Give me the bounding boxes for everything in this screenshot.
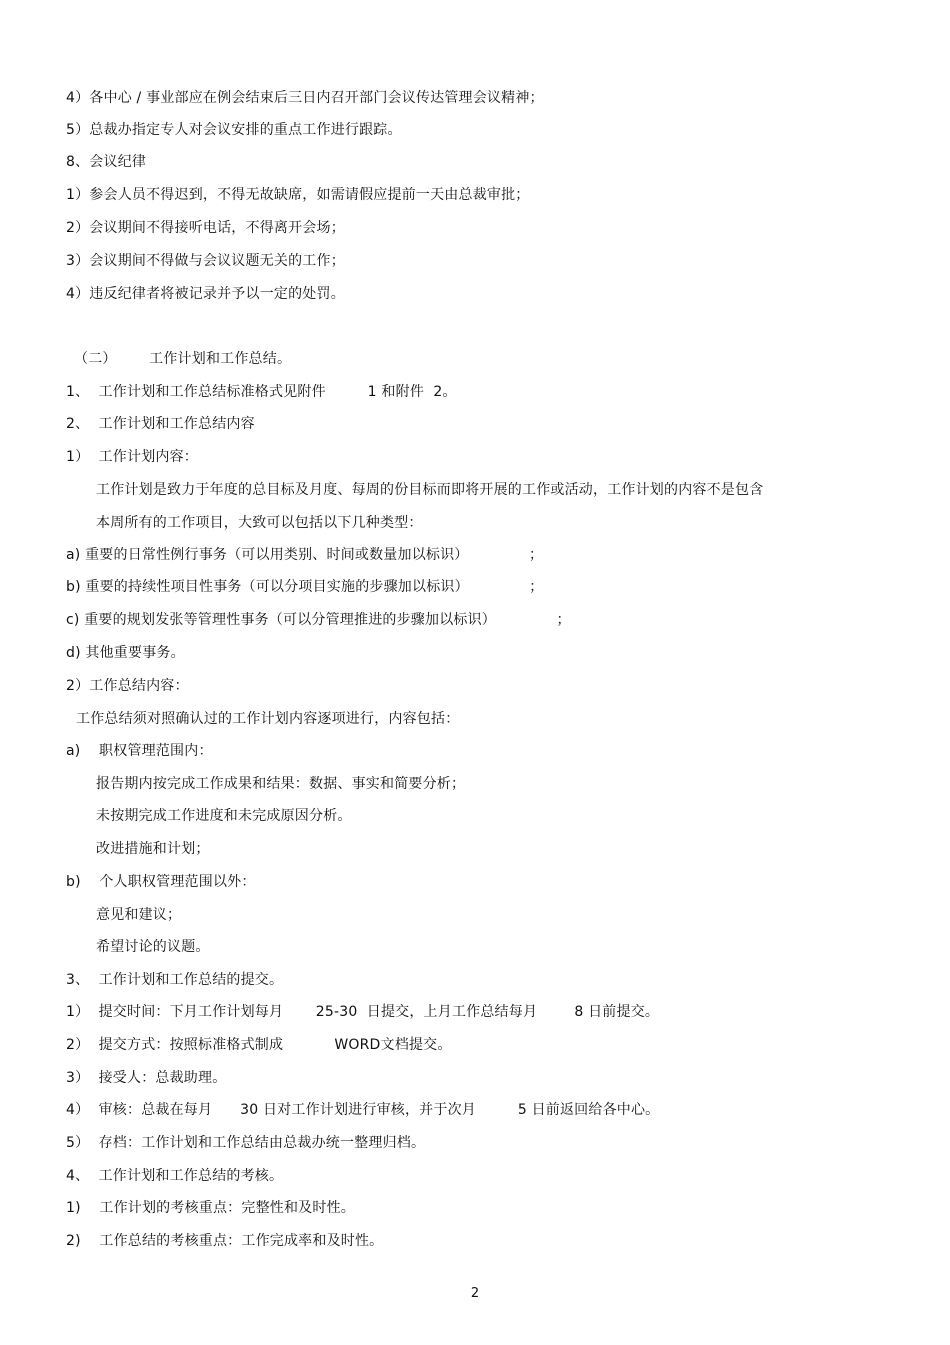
text-line: c) 重要的规划发张等管理性事务（可以分管理推进的步骤加以标识） ； <box>66 612 571 628</box>
text-line: 1） 提交时间：下月工作计划每月 25-30 日提交，上月工作总结每月 8 日前提交。 <box>66 1004 660 1020</box>
text-line: 1） 工作计划内容： <box>66 449 199 465</box>
text-line: d) 其他重要事务。 <box>66 645 185 661</box>
text-line: 1) 工作计划的考核重点：完整性和及时性。 <box>66 1200 355 1216</box>
text-line: 2） 提交方式：按照标准格式制成 WORD文档提交。 <box>66 1037 452 1053</box>
text-line: 2）会议期间不得接听电话，不得离开会场； <box>66 220 345 236</box>
text-line: 4）各中心 / 事业部应在例会结束后三日内召开部门会议传达管理会议精神； <box>66 90 544 106</box>
text-line: 意见和建议； <box>96 907 182 923</box>
page-number: 2 <box>470 1286 480 1301</box>
text-line: 5）总裁办指定专人对会议安排的重点工作进行跟踪。 <box>66 122 402 138</box>
text-line: 工作总结须对照确认过的工作计划内容逐项进行，内容包括： <box>76 711 460 727</box>
text-line: 工作计划是致力于年度的总目标及月度、每周的份目标而即将开展的工作或活动，工作计划的内容不是包含 <box>96 482 764 498</box>
text-line: 4）违反纪律者将被记录并予以一定的处罚。 <box>66 286 345 302</box>
text-line: 4） 审核：总裁在每月 30 日对工作计划进行审核，并于次月 5 日前返回给各中心。 <box>66 1102 660 1118</box>
text-line: 本周所有的工作项目，大致可以包括以下几种类型： <box>96 515 423 531</box>
text-line: a) 职权管理范围内： <box>66 743 213 759</box>
text-line: b) 重要的持续性项目性事务（可以分项目实施的步骤加以标识） ； <box>66 579 544 595</box>
text-line: 2、 工作计划和工作总结内容 <box>66 416 255 432</box>
text-line: 3） 接受人：总裁助理。 <box>66 1070 227 1086</box>
text-line: 1、 工作计划和工作总结标准格式见附件 1 和附件 2。 <box>66 384 457 400</box>
section-heading: 8、会议纪律 <box>66 154 147 170</box>
text-line: 1）参会人员不得迟到，不得无故缺席，如需请假应提前一天由总裁审批； <box>66 187 530 203</box>
text-line: 2) 工作总结的考核重点：工作完成率和及时性。 <box>66 1233 384 1249</box>
section-heading: （二） 工作计划和工作总结。 <box>74 351 292 367</box>
text-line: 改进措施和计划； <box>96 841 210 857</box>
text-line: 4、 工作计划和工作总结的考核。 <box>66 1168 284 1184</box>
text-line: 5） 存档：工作计划和工作总结由总裁办统一整理归档。 <box>66 1135 426 1151</box>
text-line: 未按期完成工作进度和未完成原因分析。 <box>96 808 352 824</box>
text-line: 3、 工作计划和工作总结的提交。 <box>66 972 284 988</box>
text-line: a) 重要的日常性例行事务（可以用类别、时间或数量加以标识） ； <box>66 547 544 563</box>
text-line: 3）会议期间不得做与会议议题无关的工作； <box>66 253 345 269</box>
text-line: 2）工作总结内容： <box>66 678 189 694</box>
text-line: 报告期内按完成工作成果和结果：数据、事实和简要分析； <box>96 776 466 792</box>
text-line: 希望讨论的议题。 <box>96 939 210 955</box>
text-line: b) 个人职权管理范围以外： <box>66 874 256 890</box>
